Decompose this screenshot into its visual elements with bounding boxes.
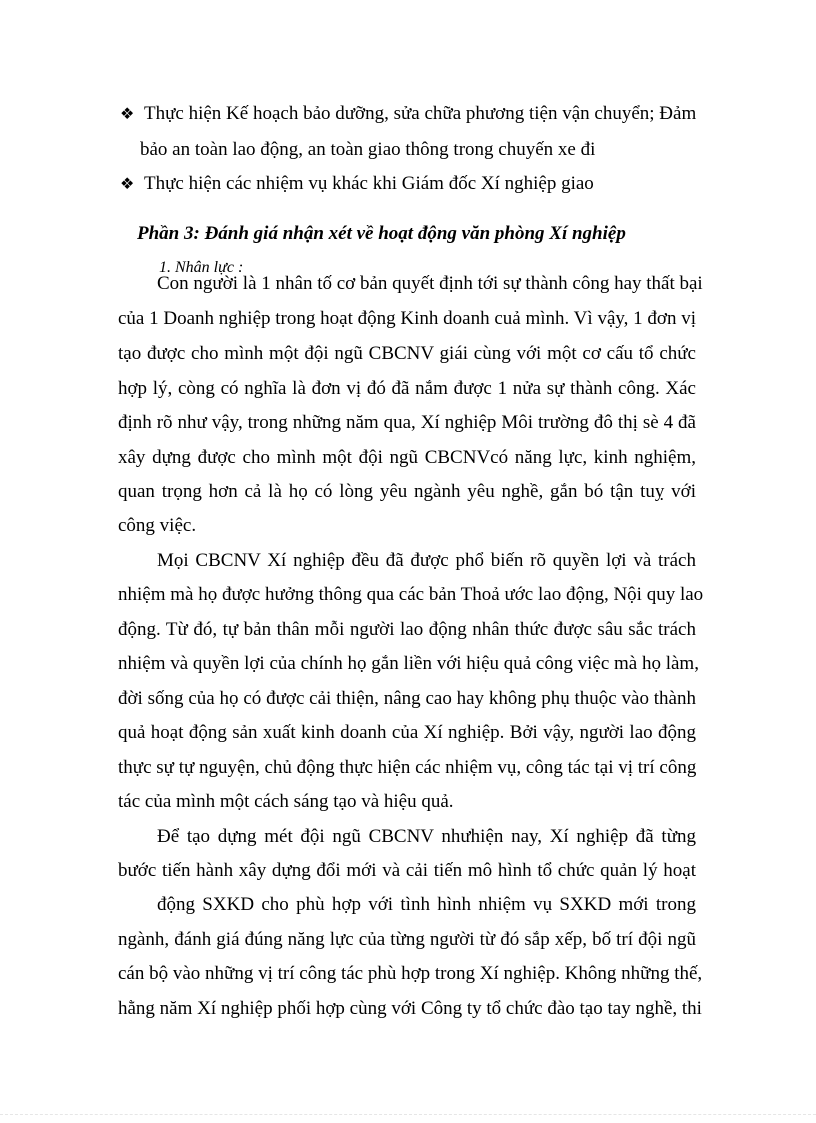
paragraph-line: thực sự tự nguyện, chủ động thực hiện các nhiệm vụ, công tác tại vị trí công: [118, 757, 697, 778]
paragraph-line: bước tiến hành xây dựng đổi mới và cải tiến mô hình tổ chức quản lý hoạt: [118, 860, 696, 881]
paragraph-line: của 1 Doanh nghiệp trong hoạt động Kinh doanh cuả mình. Vì vậy, 1 đơn vị: [118, 308, 696, 329]
paragraph-line: Để tạo dựng mét đội ngũ CBCNV nhưhiện nay, Xí nghiệp đã từng: [157, 826, 696, 847]
paragraph-line: tác của mình một cách sáng tạo và hiệu quả.: [118, 791, 454, 812]
paragraph-line: ngành, đánh giá đúng năng lực của từng người từ đó sắp xếp, bố trí đội ngũ: [118, 929, 696, 950]
paragraph-line: công việc.: [118, 515, 197, 536]
paragraph-line: hằng năm Xí nghiệp phối hợp cùng với Công ty tổ chức đào tạo tay nghề, thi: [118, 998, 702, 1019]
paragraph-line: xây dựng được cho mình một đội ngũ CBCNVcó năng lực, kinh nghiệm,: [118, 447, 696, 468]
paragraph-line: hợp lý, còng có nghĩa là đơn vị đó đã nắm được 1 nửa sự thành công. Xác: [118, 378, 696, 399]
diamond-bullet-icon: ❖: [120, 174, 135, 193]
bullet-line: bảo an toàn lao động, an toàn giao thông trong chuyến xe đi: [140, 139, 596, 160]
subheading: 1. Nhân lực :: [159, 259, 244, 276]
paragraph-line: cán bộ vào những vị trí công tác phù hợp trong Xí nghiệp. Không những thế,: [118, 963, 703, 984]
page-divider: [0, 1114, 816, 1115]
paragraph-line: định rõ như vậy, trong những năm qua, Xí nghiệp Môi trường đô thị sè 4 đã: [118, 412, 696, 433]
paragraph-line: Mọi CBCNV Xí nghiệp đều đã được phổ biến rõ quyền lợi và trách: [157, 550, 696, 571]
section-heading: Phần 3: Đánh giá nhận xét về hoạt động văn phòng Xí nghiệp: [137, 223, 626, 244]
paragraph-line: Con người là 1 nhân tố cơ bản quyết định tới sự thành công hay thất bại: [157, 273, 703, 294]
bullet-line: Thực hiện Kế hoạch bảo dưỡng, sửa chữa phương tiện vận chuyển; Đảm: [144, 103, 697, 124]
paragraph-line: quả hoạt động sản xuất kinh doanh của Xí nghiệp. Bởi vậy, người lao động: [118, 722, 696, 743]
paragraph-line: nhiệm mà họ được hưởng thông qua các bản Thoả ước lao động, Nội quy lao: [118, 584, 704, 605]
paragraph-line: động SXKD cho phù hợp với tình hình nhiệm vụ SXKD mới trong: [157, 894, 696, 915]
paragraph-line: tạo được cho mình một đội ngũ CBCNV giái cùng với một cơ cấu tổ chức: [118, 343, 696, 364]
paragraph-line: đời sống của họ có được cải thiện, nâng cao hay không phụ thuộc vào thành: [118, 688, 696, 709]
bullet-line: Thực hiện các nhiệm vụ khác khi Giám đốc Xí nghiệp giao: [144, 173, 594, 194]
paragraph-line: nhiệm và quyền lợi của chính họ gắn liền với hiệu quả công việc mà họ làm,: [118, 653, 699, 674]
paragraph-line: quan trọng hơn cả là họ có lòng yêu ngành yêu nghề, gắn bó tận tuỵ với: [118, 481, 696, 502]
paragraph-line: động. Từ đó, tự bản thân mỗi người lao động nhân thức được sâu sắc trách: [118, 619, 696, 640]
diamond-bullet-icon: ❖: [120, 104, 135, 123]
